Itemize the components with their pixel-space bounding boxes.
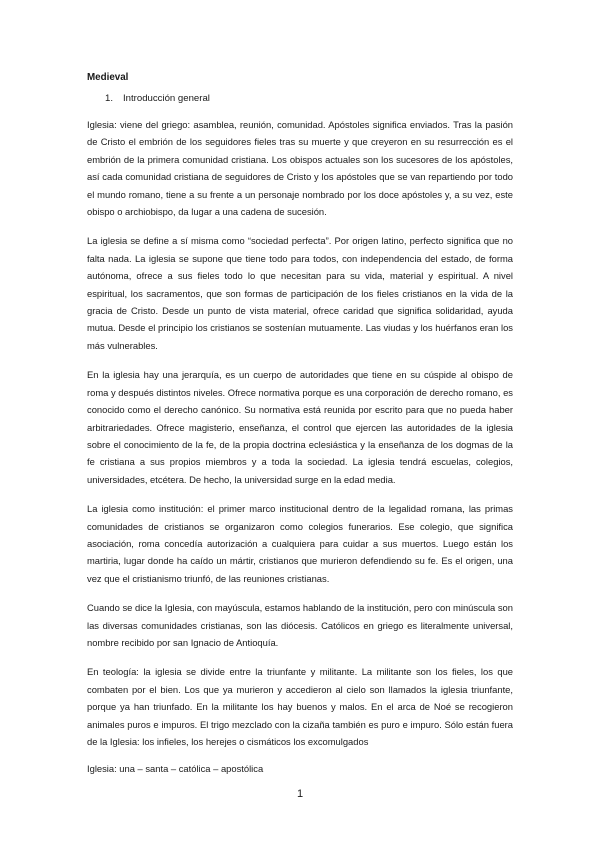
- section-heading: [105, 93, 513, 104]
- paragraph-notas-iglesia: Iglesia: una – santa – católica – apostólica: [87, 763, 264, 775]
- page-number: 1: [296, 788, 304, 800]
- paragraph-institucion: La iglesia como institución: el primer marco institucional dentro de la legalidad romana, las primas comunidades de cristianos se organizaron como colegios funerarios. Ese colegio, que significa asociación, roma concedía autorización a cualquiera para cuidar a sus muertos. Luego están los martiria, lugar donde ha caído un mártir, cristianos que murieron defendiendo su fe. Es el origen, una vez que el cristianismo triunfó, de las reuniones cristianas.: [87, 503, 513, 584]
- paragraph-sociedad-perfecta: La iglesia se define a sí misma como “sociedad perfecta”. Por origen latino, perfecto significa que no falta nada. La iglesia se supone que tiene todo para todos, con independencia del estado, de forma autónoma, ofrece a sus fieles todo lo que necesitan para su vida, material y espiritual. A nivel espiritual, los sacramentos, que son formas de participación de los fieles cristianos en la vida de la gracia de Cristo. Desde un punto de vista material, ofrece caridad que significa solidaridad, ayuda mutua. Desde el principio los cristianos se sostenían mutuamente. Las viudas y los huérfanos eran los más vulnerables.: [87, 235, 513, 351]
- page-content: [87, 72, 513, 790]
- document-title: Medieval: [87, 72, 129, 83]
- paragraph-jerarquia: En la iglesia hay una jerarquía, es un cuerpo de autoridades que tiene en su cúspide al obispo de roma y después distintos niveles. Ofrece normativa porque es una corporación de derecho romano, es conocido como el derecho canónico. Su normativa está reunida por escrito para que no pueda haber arbitrariedades. Ofrece magisterio, enseñanza, el control que ejercen las autoridades de la iglesia sobre el conocimiento de la fe, de la propia doctrina eclesiástica y la enseñanza de los dogmas de la fe cristiana a sus propios miembros y a toda la sociedad. La iglesia tendrá escuelas, colegios, universidades, etcétera. De hecho, la universidad surge en la edad media.: [87, 369, 513, 485]
- section-label: Introducción general: [123, 93, 210, 104]
- paragraph-iglesia-mayuscula: Cuando se dice la Iglesia, con mayúscula, estamos hablando de la institución, pero con minúscula son las diversas comunidades cristianas, son las diócesis. Católicos en griego es literalmente universal, nombre recibido por san Ignacio de Antioquía.: [87, 602, 513, 648]
- paragraph-teologia: En teología: la iglesia se divide entre la triunfante y militante. La militante son los fieles, los que combaten por el bien. Los que ya murieron y accedieron al cielo son llamados la iglesia triunfante, porque ya han triunfado. En la militante los hay buenos y malos. En el arca de Noé se recogieron animales puros e impuros. El trigo mezclado con la cizaña también es puro e impuro. Sólo están fuera de la Iglesia: los infieles, los herejes o cismáticos los excomulgados: [87, 666, 513, 747]
- section-number: 1.: [105, 93, 114, 104]
- paragraph-iglesia-origen: Iglesia: viene del griego: asamblea, reunión, comunidad. Apóstoles significa enviados. Tras la pasión de Cristo el embrión de los seguidores fieles tras su muerte y que creyeron en su resurrección es el embrión de la primera comunidad cristiana. Los obispos actuales son los sucesores de los apóstoles, así cada comunidad cristiana de seguidores de Cristo y los apóstoles que se van repartiendo por todo el mundo romano, tiene a su frente a un personaje nombrado por los doce apóstoles y, a su vez, este obispo o archiobispo, da lugar a una cadena de sucesión.: [87, 119, 513, 218]
